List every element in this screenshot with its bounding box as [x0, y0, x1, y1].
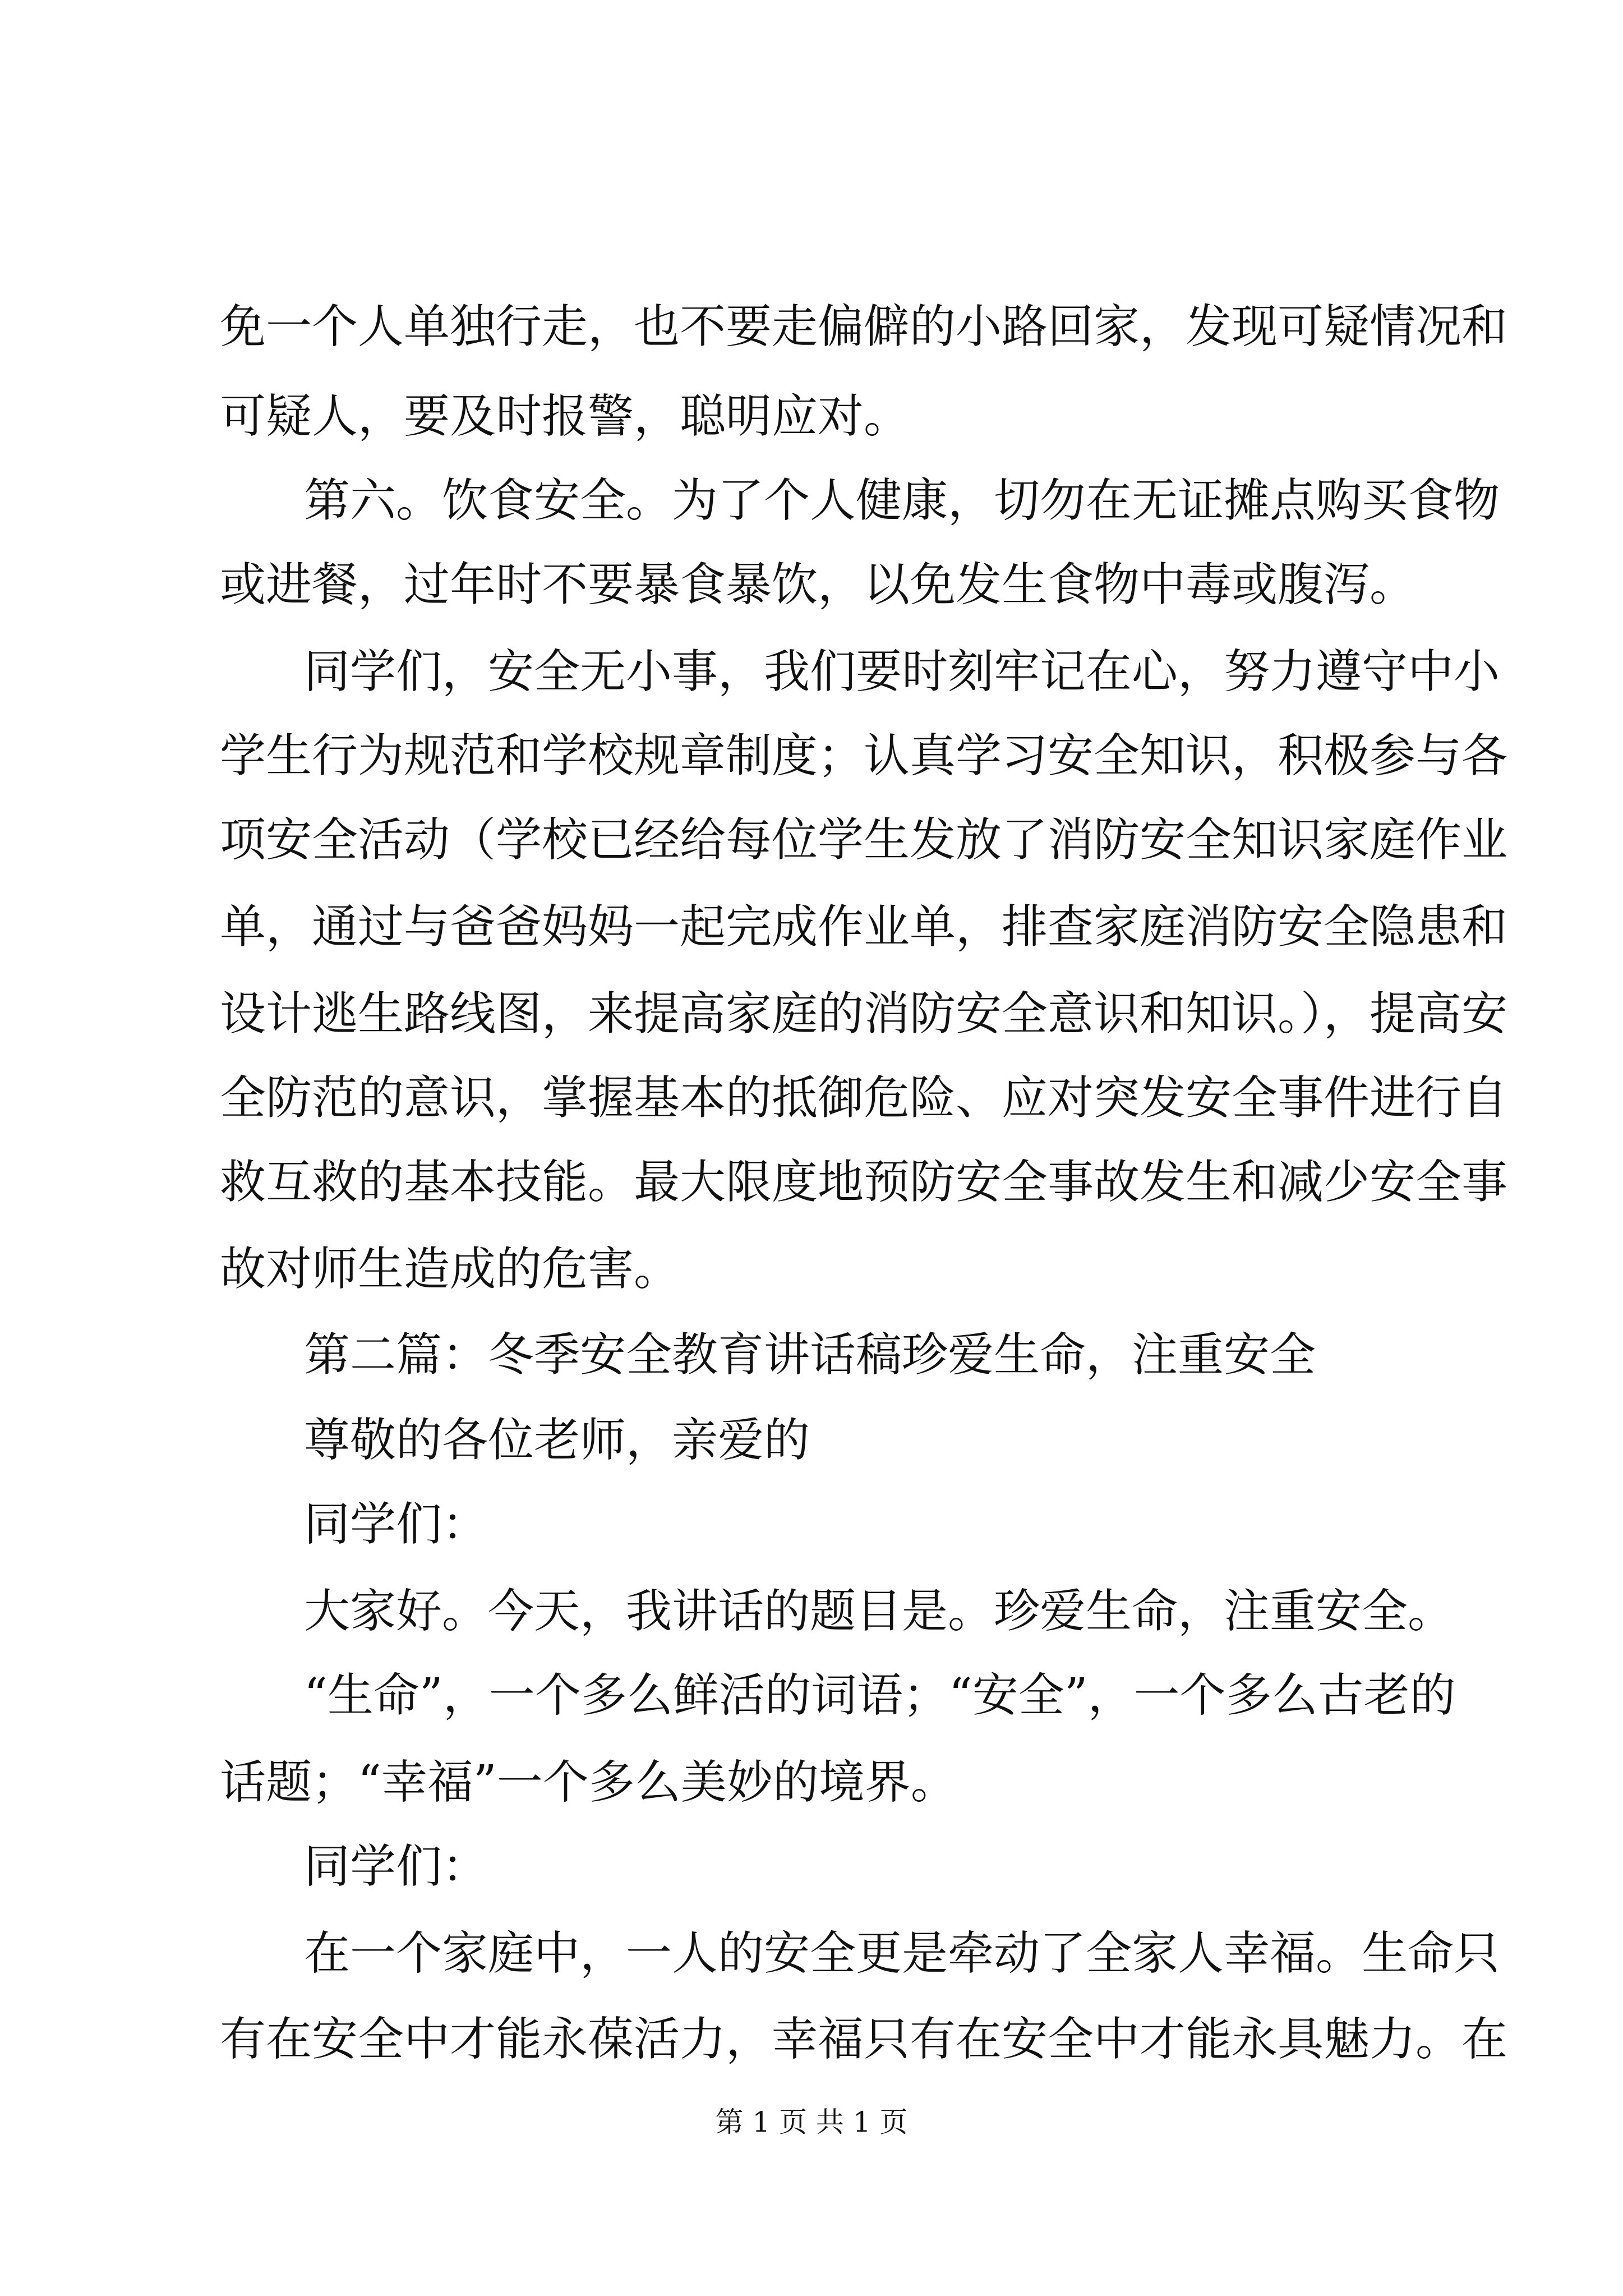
text-line: 有在安全中才能永葆活力，幸福只有在安全中才能永具魅力。在 — [220, 2013, 1508, 2066]
text-line: 可疑人，要及时报警，聪明应对。 — [220, 390, 910, 443]
text-line: 设计逃生路线图，来提高家庭的消防安全意识和知识。），提高安 — [220, 987, 1508, 1041]
text-line: 在一个家庭中，一人的安全更是牵动了全家人幸福。生命只 — [304, 1927, 1500, 1980]
salutation: 尊敬的各位老师，亲爱的 — [304, 1414, 810, 1467]
salutation: 同学们： — [304, 1498, 488, 1551]
text-line: 话题；“幸福”一个多么美妙的境界。 — [220, 1756, 957, 1809]
page-footer: 第 1 页 共 1 页 — [715, 2106, 908, 2138]
text-line: 救互救的基本技能。最大限度地预防安全事故发生和减少安全事 — [220, 1156, 1508, 1209]
text-line: “生命”，一个多么鲜活的词语；“安全”，一个多么古老的 — [304, 1669, 1456, 1722]
text-line: 项安全活动（学校已经给每位学生发放了消防安全知识家庭作业 — [220, 813, 1508, 867]
section-heading: 第二篇：冬季安全教育讲话稿珍爱生命，注重安全 — [304, 1328, 1316, 1382]
text-line: 全防范的意识，掌握基本的抵御危险、应对突发安全事件进行自 — [220, 1071, 1508, 1125]
text-line: 第六。饮食安全。为了个人健康，切勿在无证摊点购买食物 — [304, 474, 1500, 527]
text-line: 免一个人单独行走，也不要走偏僻的小路回家，发现可疑情况和 — [220, 300, 1508, 353]
text-line: 或进餐，过年时不要暴食暴饮，以免发生食物中毒或腹泻。 — [220, 558, 1416, 611]
text-line: 故对师生造成的危害。 — [220, 1243, 680, 1296]
text-line: 大家好。今天，我讲话的题目是。珍爱生命，注重安全。 — [304, 1585, 1454, 1638]
text-line: 单，通过与爸爸妈妈一起完成作业单，排查家庭消防安全隐患和 — [220, 900, 1508, 954]
salutation: 同学们： — [304, 1840, 488, 1893]
text-line: 学生行为规范和学校规章制度；认真学习安全知识，积极参与各 — [220, 729, 1508, 783]
text-line: 同学们，安全无小事，我们要时刻牢记在心，努力遵守中小 — [304, 645, 1500, 698]
